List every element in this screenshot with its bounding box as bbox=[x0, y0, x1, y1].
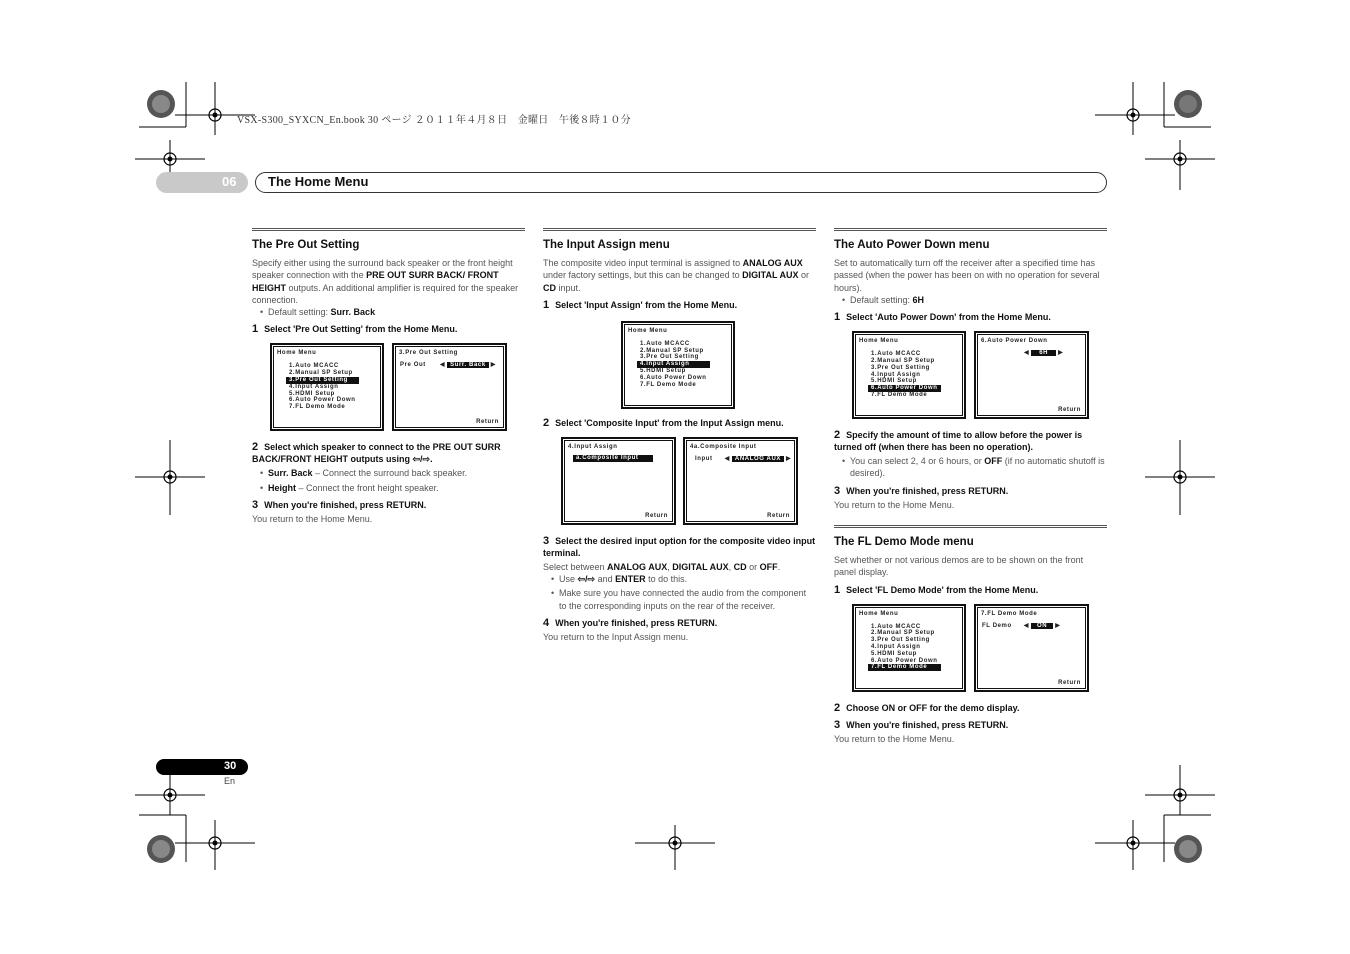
bullet-hours: • You can select 2, 4 or 6 hours, or OFF (if no automatic shutoff is desired). bbox=[842, 455, 1107, 480]
step-1: 1 Select 'FL Demo Mode' from the Home Menu. bbox=[834, 583, 1039, 596]
chapter-bar bbox=[255, 172, 1107, 193]
option-surr-back: • Surr. Back – Connect the surround back speaker. bbox=[260, 467, 525, 479]
print-header: VSX-S300_SYXCN_En.book 30 ページ ２０１１年４月８日 金曜日 午後８時１０分 bbox=[237, 115, 632, 126]
after-text: You return to the Home Menu. bbox=[834, 733, 955, 744]
step-1: 1 Select 'Input Assign' from the Home Menu. bbox=[543, 298, 738, 311]
section-rule bbox=[543, 228, 816, 233]
option-height: • Height – Connect the front height speaker. bbox=[260, 482, 525, 494]
page-language: En bbox=[224, 776, 236, 786]
step-2: 2 Specify the amount of time to allow before the power is turned off (when there has been no operation). bbox=[834, 429, 1083, 453]
screen-pair bbox=[252, 343, 525, 435]
intro-text: Specify either using the surround back speaker or the front height speaker connection with the PRE OUT SURR BACK/ FRONT HEIGHT outputs. An additional amplifier is required for the speaker connection. bbox=[252, 258, 519, 305]
section-title: The Input Assign menu bbox=[543, 239, 670, 251]
step-1: 1 Select 'Pre Out Setting' from the Home Menu. bbox=[252, 323, 458, 336]
step-4: 4 When you're finished, press RETURN. bbox=[543, 617, 718, 630]
intro-text: Set to automatically turn off the receiver after a specified time has passed (when the power has been on with no operation for several hours). bbox=[834, 258, 1100, 293]
section-rule bbox=[252, 228, 525, 233]
after-text: You return to the Input Assign menu. bbox=[543, 632, 689, 643]
intro-text: The composite video input terminal is assigned to ANALOG AUX under factory settings, but this can be changed to DIGITAL AUX or CD input. bbox=[543, 258, 809, 293]
home-menu-screen: Home Menu 1.Auto MCACC 2.Manual SP Setup 3.Pre Out Setting 4.Input Assign 5.HDMI Setup 6.Auto Power Down 7.FL Demo Mode bbox=[852, 331, 966, 419]
chapter-number: 06 bbox=[222, 174, 237, 189]
section-pre-out bbox=[252, 228, 525, 525]
step-3: 3 When you're finished, press RETURN. bbox=[252, 499, 427, 512]
step-3: 3 When you're finished, press RETURN. bbox=[834, 484, 1009, 497]
intro-text: Set whether or not various demos are to be shown on the front panel display. bbox=[834, 555, 1084, 578]
bullet-audio-note: • Make sure you have connected the audio from the component to the corresponding inputs on the rear of the receiver. bbox=[551, 587, 816, 612]
step-2: 2 Choose ON or OFF for the demo display. bbox=[834, 701, 1020, 714]
step-3: 3 When you're finished, press RETURN. bbox=[834, 718, 1009, 731]
default-setting: • Default setting: 6H bbox=[842, 294, 1107, 306]
screen-pair bbox=[834, 604, 1107, 696]
home-menu-screen: Home Menu 1.Auto MCACC 2.Manual SP Setup 3.Pre Out Setting 4.Input Assign 5.HDMI Setup 6.Auto Power Down 7.FL Demo Mode bbox=[270, 343, 384, 431]
default-setting: • Default setting: Surr. Back bbox=[260, 306, 525, 318]
input-assign-screen: 4.Input Assign a.Composite Input Return bbox=[561, 437, 676, 525]
section-title: The Pre Out Setting bbox=[252, 239, 360, 251]
step-2: 2 Select 'Composite Input' from the Input Assign menu. bbox=[543, 416, 784, 429]
screen-pair bbox=[834, 331, 1107, 423]
section-rule bbox=[834, 228, 1107, 233]
after-text: You return to the Home Menu. bbox=[252, 514, 373, 525]
section-title: The FL Demo Mode menu bbox=[834, 536, 974, 549]
step-3: 3 Select the desired input option for the composite video input terminal. bbox=[543, 534, 816, 558]
pre-out-screen: 3.Pre Out Setting Pre Out ◀ Surr. Back ▶ Return bbox=[392, 343, 507, 431]
step-2: 2 Select which speaker to connect to the PRE OUT SURR BACK/FRONT HEIGHT outputs using ⇦/⇨. bbox=[252, 441, 501, 465]
page-number: 30 bbox=[224, 760, 237, 772]
screen-single bbox=[543, 319, 816, 411]
after-text: You return to the Home Menu. bbox=[834, 499, 955, 510]
home-menu-screen: Home Menu 1.Auto MCACC 2.Manual SP Setup 3.Pre Out Setting 4.Input Assign 5.HDMI Setup 6.Auto Power Down 7.FL Demo Mode bbox=[621, 321, 735, 409]
section-title: The Auto Power Down menu bbox=[834, 239, 990, 251]
bullet-use-arrows: • Use ⇦/⇨ and ENTER to do this. bbox=[551, 573, 816, 585]
fl-demo-screen: 7.FL Demo Mode FL Demo ◀ ON ▶ Return bbox=[974, 604, 1089, 692]
select-text: Select between ANALOG AUX, DIGITAL AUX, CD or OFF. bbox=[543, 561, 781, 572]
section-auto-power-down bbox=[834, 228, 1107, 745]
chapter-title: The Home Menu bbox=[268, 174, 369, 189]
section-fl-demo bbox=[834, 525, 1107, 745]
section-rule bbox=[834, 525, 1107, 530]
auto-power-down-screen: 6.Auto Power Down ◀ 6H ▶ Return bbox=[974, 331, 1089, 419]
step-1: 1 Select 'Auto Power Down' from the Home Menu. bbox=[834, 311, 1051, 324]
screen-pair bbox=[543, 437, 816, 529]
home-menu-screen: Home Menu 1.Auto MCACC 2.Manual SP Setup 3.Pre Out Setting 4.Input Assign 5.HDMI Setup 6.Auto Power Down 7.FL Demo Mode bbox=[852, 604, 966, 692]
composite-input-screen: 4a.Composite Input Input ◀ ANALOG AUX ▶ Return bbox=[683, 437, 798, 525]
section-input-assign bbox=[543, 228, 816, 643]
